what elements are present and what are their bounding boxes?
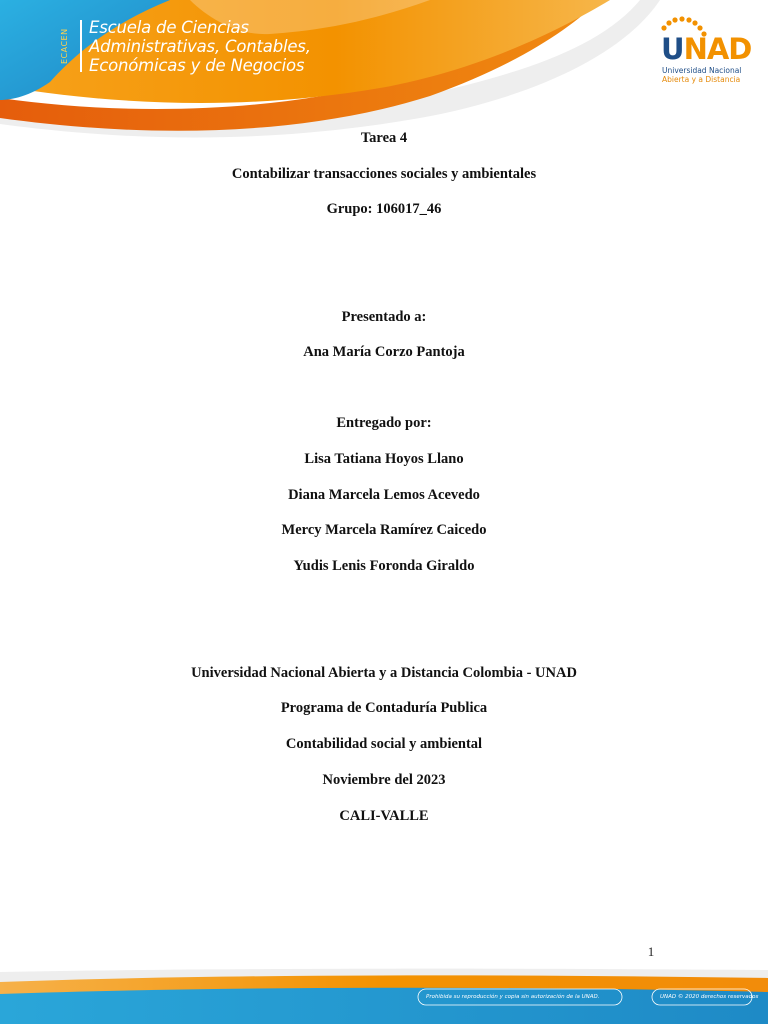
course-name: Contabilidad social y ambiental (285, 736, 483, 752)
author-3: Mercy Marcela Ramírez Caicedo (281, 522, 487, 538)
school-name (89, 18, 311, 75)
university-name: Universidad Nacional Abierta y a Distancia Colombia - UNAD (191, 665, 577, 681)
presented-to-name: Ana María Corzo Pantoja (303, 344, 465, 360)
document-title: Tarea 4 (360, 130, 408, 146)
school-name-line-2: Administrativas, Contables, (89, 37, 311, 56)
page-number: 1 (647, 944, 655, 959)
delivered-by-label: Entregado por: (336, 415, 432, 431)
ecacen-tag: ECACEN (60, 28, 69, 64)
logo-subtitle-line-2: Abierta y a Distancia (662, 75, 741, 84)
logo-wordmark: UNAD (661, 32, 752, 66)
school-name-line-3: Económicas y de Negocios (89, 56, 305, 75)
school-name-line-1: Escuela de Ciencias (89, 18, 249, 37)
logo-subtitle-line-1: Universidad Nacional (662, 66, 742, 75)
document-city: CALI-VALLE (339, 808, 429, 824)
program-name: Programa de Contaduría Publica (280, 700, 488, 716)
author-1: Lisa Tatiana Hoyos Llano (304, 451, 464, 467)
document-subject: Contabilizar transacciones sociales y ambientales (231, 166, 537, 182)
footer-note-rights: UNAD © 2020 derechos reservados (660, 994, 759, 1000)
footer-waves (0, 966, 768, 1024)
document-group: Grupo: 106017_46 (326, 201, 442, 217)
footer-banner (0, 966, 768, 1024)
unad-logo (628, 14, 752, 86)
presented-to-label: Presentado a: (341, 309, 427, 325)
author-4: Yudis Lenis Foronda Giraldo (293, 558, 475, 574)
author-2: Diana Marcela Lemos Acevedo (288, 487, 480, 503)
ecacen-divider (80, 20, 82, 72)
document-date: Noviembre del 2023 (322, 772, 446, 788)
footer-note-copyright-warning: Prohibida su reproducción y copia sin autorización de la UNAD. (426, 994, 600, 1000)
